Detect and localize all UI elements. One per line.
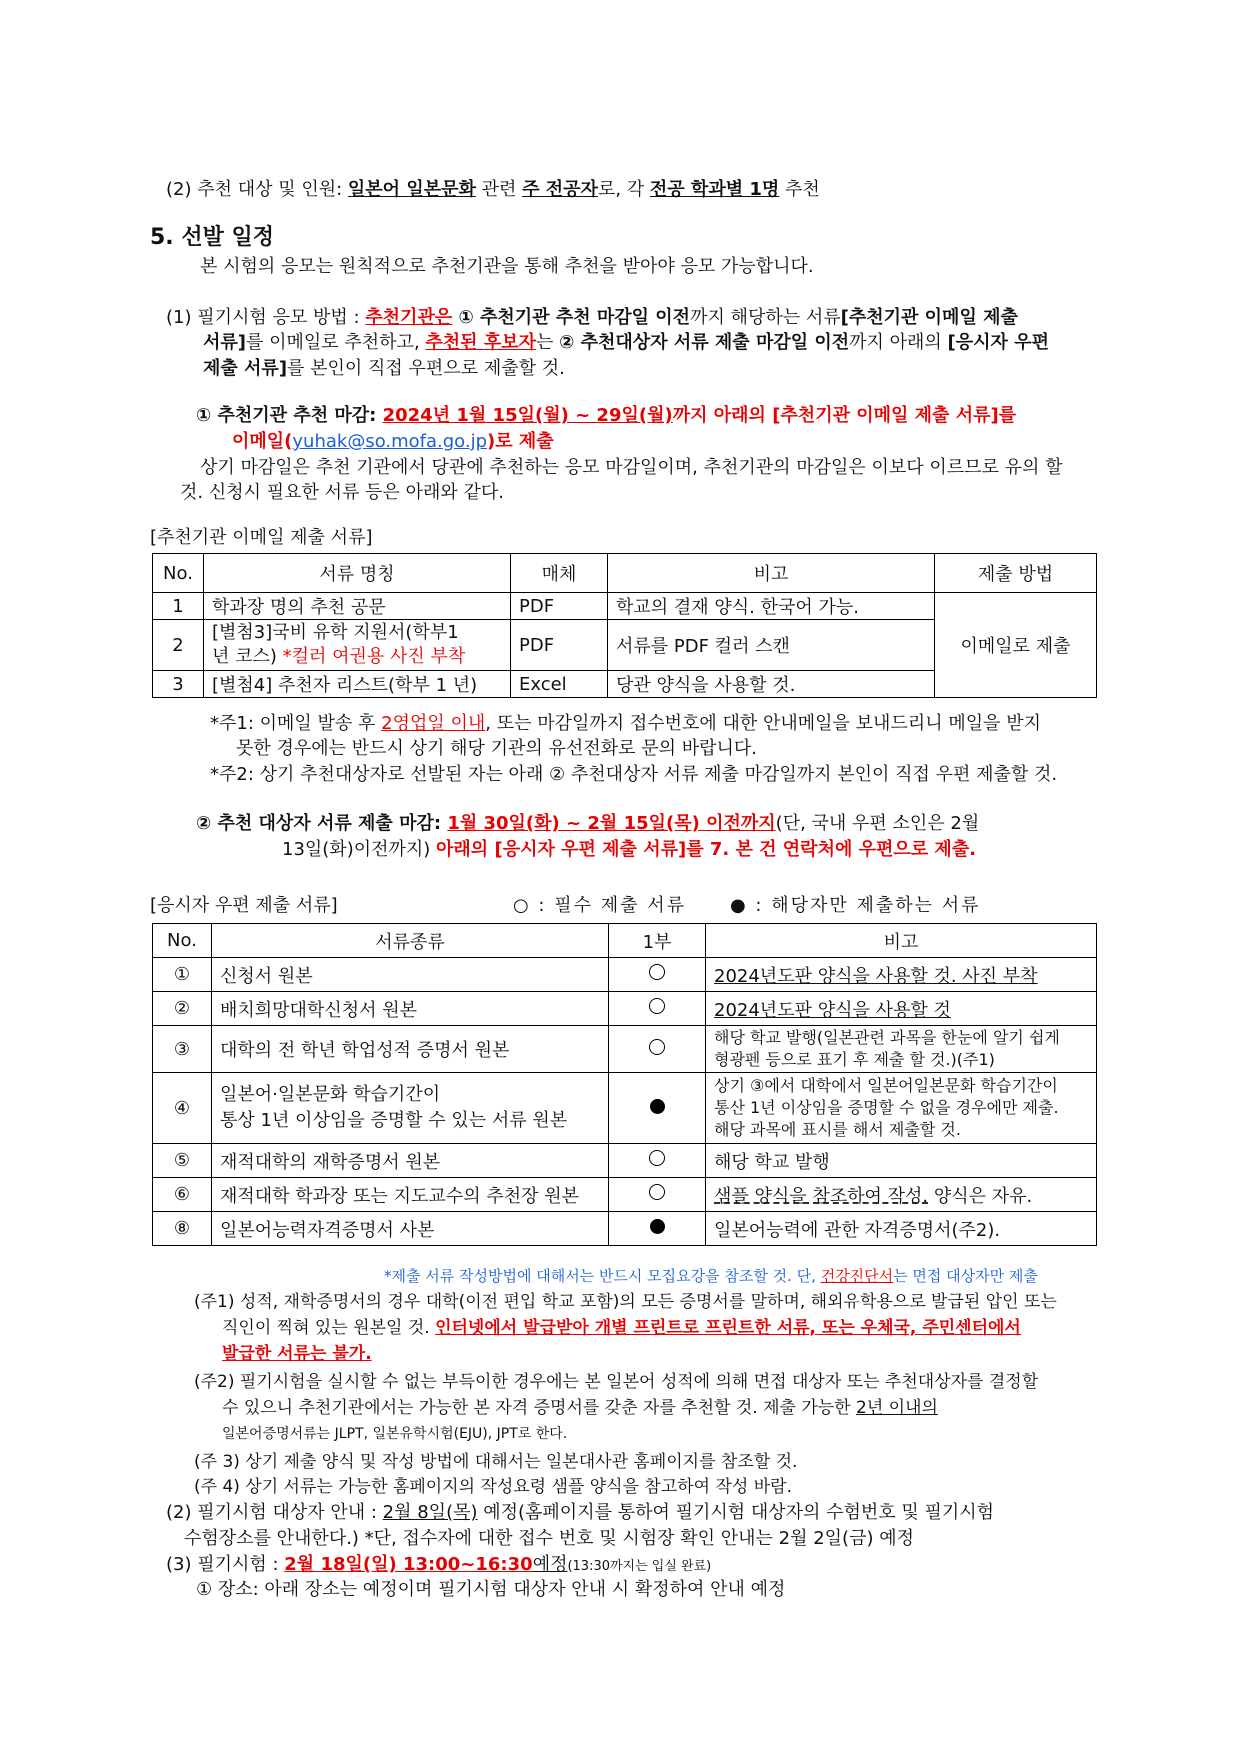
text-red: 인터넷에서 발급받아 개별 프린트로 프린트한 서류, 또는 우체국, 주민센터에서 bbox=[435, 1318, 1021, 1338]
optional-dot-icon bbox=[650, 1219, 665, 1234]
header-doc-type: 서류종류 bbox=[212, 924, 609, 958]
text-bold: 제출 서류] bbox=[203, 358, 288, 379]
cell-no: ⑧ bbox=[153, 1212, 212, 1246]
text-bold: ② 추천대상자 서류 제출 마감일 이전 bbox=[559, 332, 850, 353]
cell-no: ⑥ bbox=[153, 1178, 212, 1212]
exam-line4: ① 장소: 아래 장소는 예정이며 필기시험 대상자 안내 시 확정하여 안내 예정 bbox=[196, 1579, 786, 1600]
text-red: 1월 30일(화) ~ 2월 15일(목) 이전까지 bbox=[447, 813, 776, 834]
text: 2월 8일(목) bbox=[382, 1502, 478, 1523]
text: 2년 이내의 bbox=[856, 1398, 938, 1418]
deadline1-note1: 상기 마감일은 추천 기관에서 당관에 추천하는 응모 마감일이며, 추천기관의 마감일은 이보다 이르므로 유의 할 bbox=[200, 457, 1063, 478]
cell-mark bbox=[609, 992, 706, 1026]
legend-optional: ● : 해당자만 제출하는 서류 bbox=[730, 895, 981, 916]
optional-dot-icon bbox=[650, 1099, 665, 1114]
cell-name bbox=[212, 1073, 609, 1144]
note-j1-line2 bbox=[222, 1316, 1021, 1340]
table-row bbox=[153, 593, 1097, 620]
header-name: 서류 명칭 bbox=[204, 554, 511, 593]
note2-line: *주2: 상기 추천대상자로 선발된 자는 아래 ② 추천대상자 서류 제출 마감일까지 본인이 직접 우편 제출할 것. bbox=[210, 764, 1058, 785]
cell-no: 3 bbox=[153, 671, 204, 698]
postal-documents-table bbox=[152, 923, 1097, 1246]
required-circle-icon bbox=[649, 964, 665, 980]
required-circle-icon bbox=[649, 1150, 665, 1166]
cell-mark bbox=[609, 1073, 706, 1144]
text-red: 건강진단서 bbox=[820, 1267, 894, 1285]
text-red: 추천기관은 bbox=[365, 307, 453, 328]
cell-no: ④ bbox=[153, 1073, 212, 1144]
text-bold: 일본어 일본문화 bbox=[347, 179, 476, 200]
header-no: No. bbox=[153, 554, 204, 593]
text-bold: [추천기관 이메일 제출 bbox=[840, 307, 1018, 328]
header-remark: 비고 bbox=[706, 924, 1097, 958]
section-title: 5. 선발 일정 bbox=[150, 225, 274, 250]
header-copies: 1부 bbox=[609, 924, 706, 958]
cell-no: ③ bbox=[153, 1026, 212, 1073]
text-bold: [응시자 우편 bbox=[947, 332, 1049, 353]
table2-footnote bbox=[384, 1264, 1038, 1288]
header-media: 매체 bbox=[511, 554, 608, 593]
header-no: No. bbox=[153, 924, 212, 958]
table-row bbox=[153, 1178, 1097, 1212]
text-bold: ② 추천 대상자 서류 제출 마감: bbox=[196, 813, 448, 834]
cell-no: 2 bbox=[153, 620, 204, 671]
text: 직인이 찍혀 있는 원본일 것. bbox=[222, 1318, 436, 1338]
note-j2-line3: 일본어증명서류는 JLPT, 일본유학시험(EJU), JPT로 한다. bbox=[222, 1426, 568, 1442]
deadline2-line2 bbox=[282, 838, 976, 862]
text-red: 까지 아래의 [추천기관 이메일 제출 서류]를 bbox=[672, 405, 1017, 426]
cell-remark: 해당 학교 발행 bbox=[706, 1144, 1097, 1178]
text: 는 bbox=[536, 332, 560, 353]
cell-no: 1 bbox=[153, 593, 204, 620]
cell-mark bbox=[609, 1178, 706, 1212]
text-small: (13:30까지는 입실 완료) bbox=[567, 1559, 712, 1574]
cell-remark: 2024년도판 양식을 사용할 것. 사진 부착 bbox=[706, 958, 1097, 992]
cell-remark bbox=[706, 1026, 1097, 1073]
text: 상기 ③에서 대학에서 일본어일본문화 학습기간이 bbox=[714, 1076, 1058, 1095]
text: 년 코스) bbox=[212, 646, 283, 667]
text-line bbox=[212, 645, 502, 669]
table-row bbox=[153, 1212, 1097, 1246]
text: (2) 추천 대상 및 인원: bbox=[166, 179, 348, 200]
cell-name: 재적대학 학과장 또는 지도교수의 추천장 원본 bbox=[212, 1178, 609, 1212]
table2-caption: [응시자 우편 제출 서류] bbox=[150, 895, 338, 916]
text-red: 발급한 서류는 불가. bbox=[222, 1344, 372, 1364]
text: (3) 필기시험 : bbox=[166, 1554, 285, 1575]
cell-no: ⑤ bbox=[153, 1144, 212, 1178]
cell-remark: 당관 양식을 사용할 것. bbox=[608, 671, 935, 698]
header-remark: 비고 bbox=[608, 554, 935, 593]
note1-line1 bbox=[210, 712, 1041, 736]
note-j2-line2 bbox=[222, 1396, 938, 1420]
email-link[interactable]: yuhak@so.mofa.go.jp bbox=[292, 431, 488, 452]
note1-line2: 못한 경우에는 반드시 상기 해당 기관의 유선전화로 문의 바랍니다. bbox=[236, 738, 757, 759]
exam-line1 bbox=[166, 1501, 994, 1525]
text: 예정 bbox=[532, 1554, 568, 1575]
cell-remark bbox=[706, 1178, 1097, 1212]
text-bold: ① 추천기관 추천 마감: bbox=[196, 405, 383, 426]
text-red: 2024년 1월 15일(월) ~ 29일(월) bbox=[382, 405, 673, 426]
cell-mark bbox=[609, 1026, 706, 1073]
text-red: 이메일( bbox=[232, 431, 293, 452]
text-bold: ① 추천기관 추천 마감일 이전 bbox=[452, 307, 691, 328]
note-j3: (주 3) 상기 제출 양식 및 작성 방법에 대해서는 일본대사관 홈페이지를 참조할 것. bbox=[194, 1452, 798, 1472]
table-row bbox=[153, 1026, 1097, 1073]
apply-method-line2 bbox=[203, 331, 1049, 355]
table-header-row bbox=[153, 554, 1097, 593]
deadline1-line2 bbox=[232, 430, 554, 454]
table1-caption: [추천기관 이메일 제출 서류] bbox=[150, 527, 373, 548]
text: 통상 1년 이상임을 증명할 수 있는 서류 원본 bbox=[220, 1110, 568, 1131]
text: 까지 아래의 bbox=[849, 332, 948, 353]
text: (1) 필기시험 응모 방법 : bbox=[166, 307, 366, 328]
cell-media: Excel bbox=[511, 671, 608, 698]
table-row bbox=[153, 958, 1097, 992]
required-circle-icon bbox=[649, 1184, 665, 1200]
text: 예정(홈페이지를 통하여 필기시험 대상자의 수험번호 및 필기시험 bbox=[477, 1502, 995, 1523]
text: 관련 bbox=[475, 179, 523, 200]
table-row bbox=[153, 1073, 1097, 1144]
text: 까지 해당하는 서류 bbox=[690, 307, 841, 328]
cell-name: 일본어능력자격증명서 사본 bbox=[212, 1212, 609, 1246]
cell-name: [별첨4] 추천자 리스트(학부 1 년) bbox=[204, 671, 511, 698]
text: 를 이메일로 추천하고, bbox=[246, 332, 426, 353]
apply-method-line1 bbox=[166, 306, 1018, 330]
apply-method-line3 bbox=[203, 357, 565, 381]
text: 일본어·일본문화 학습기간이 bbox=[220, 1084, 441, 1105]
text: 수 있으니 추천기관에서는 가능한 본 자격 증명서를 갖춘 자를 추천할 것. 제출 가능한 bbox=[222, 1398, 857, 1418]
text-bold: 서류] bbox=[203, 332, 247, 353]
text: 형광펜 등으로 표기 후 제출 할 것.)(주1) bbox=[714, 1050, 995, 1069]
cell-media: PDF bbox=[511, 593, 608, 620]
deadline2-line1 bbox=[196, 812, 979, 836]
text: 로, 각 bbox=[597, 179, 650, 200]
text: (단, 국내 우편 소인은 2월 bbox=[775, 813, 980, 834]
note-j1-line3 bbox=[222, 1342, 372, 1366]
text: 통산 1년 이상임을 증명할 수 없을 경우에만 제출. bbox=[714, 1098, 1059, 1117]
exam-line2: 수험장소를 안내한다.) *단, 접수자에 대한 접수 번호 및 시험장 확인 안내는 2월 2일(금) 예정 bbox=[184, 1528, 914, 1549]
cell-method: 이메일로 제출 bbox=[935, 593, 1097, 698]
text: 13일(화)이전까지) bbox=[282, 839, 437, 860]
note-j1-line1: (주1) 성적, 재학증명서의 경우 대학(이전 편입 학교 포함)의 모든 증명서를 말하며, 해외유학용으로 발급된 압인 또는 bbox=[194, 1292, 1057, 1312]
cell-no: ② bbox=[153, 992, 212, 1026]
cell-name bbox=[204, 620, 511, 671]
text-blue: *제출 서류 작성방법에 대해서는 반드시 모집요강을 참조할 것. 단, bbox=[384, 1267, 821, 1285]
text: [별첨3]국비 유학 지원서(학부1 bbox=[212, 622, 459, 643]
text: 추천 bbox=[779, 179, 820, 200]
text: 해당 학교 발행(일본관련 과목을 한눈에 알기 쉽게 bbox=[714, 1028, 1060, 1047]
text-red: *컬러 여권용 사진 부착 bbox=[282, 646, 466, 667]
cell-name: 학과장 명의 추천 공문 bbox=[204, 593, 511, 620]
text-blue: 는 면접 대상자만 제출 bbox=[893, 1267, 1038, 1285]
cell-remark bbox=[706, 1073, 1097, 1144]
cell-remark: 학교의 결재 양식. 한국어 가능. bbox=[608, 593, 935, 620]
cell-no: ① bbox=[153, 958, 212, 992]
deadline1-note2: 것. 신청시 필요한 서류 등은 아래와 같다. bbox=[180, 482, 504, 503]
text: 를 본인이 직접 우편으로 제출할 것. bbox=[287, 358, 565, 379]
text-bold: 전공 학과별 1명 bbox=[649, 179, 780, 200]
cell-name: 대학의 전 학년 학업성적 증명서 원본 bbox=[212, 1026, 609, 1073]
cell-mark bbox=[609, 958, 706, 992]
text-red: 추천된 후보자 bbox=[425, 332, 537, 353]
cell-media: PDF bbox=[511, 620, 608, 671]
recommend-target-line bbox=[166, 178, 820, 202]
table-header-row bbox=[153, 924, 1097, 958]
note-j4: (주 4) 상기 서류는 가능한 홈페이지의 작성요령 샘플 양식을 참고하여 작성 바람. bbox=[194, 1477, 793, 1497]
table-row bbox=[153, 1144, 1097, 1178]
cell-mark bbox=[609, 1144, 706, 1178]
table-row bbox=[153, 992, 1097, 1026]
legend-required: ○ : 필수 제출 서류 bbox=[513, 895, 686, 916]
cell-mark bbox=[609, 1212, 706, 1246]
text-bold: 주 전공자 bbox=[522, 179, 598, 200]
deadline1-line1 bbox=[196, 404, 1016, 428]
text: *주1: 이메일 발송 후 bbox=[210, 713, 382, 734]
required-circle-icon bbox=[649, 998, 665, 1014]
text-red: 아래의 [응시자 우편 제출 서류]를 7. 본 건 연락처에 우편으로 제출. bbox=[436, 839, 977, 860]
section-intro: 본 시험의 응모는 원칙적으로 추천기관을 통해 추천을 받아야 응모 가능합니다. bbox=[200, 256, 814, 277]
cell-remark: 서류를 PDF 컬러 스캔 bbox=[608, 620, 935, 671]
text: , 또는 마감일까지 접수번호에 대한 안내메일을 보내드리니 메일을 받지 bbox=[485, 713, 1041, 734]
cell-remark: 일본어능력에 관한 자격증명서(주2). bbox=[706, 1212, 1097, 1246]
text-red: )로 제출 bbox=[487, 431, 554, 452]
note-j2-line1: (주2) 필기시험을 실시할 수 없는 부득이한 경우에는 본 일본어 성적에 의해 면접 대상자 또는 추천대상자를 결정할 bbox=[194, 1372, 1039, 1392]
text: 샘플 양식을 참조하여 작성. bbox=[714, 1185, 929, 1207]
text-red: 2영업일 이내 bbox=[381, 713, 486, 734]
text: (2) 필기시험 대상자 안내 : bbox=[166, 1502, 383, 1523]
cell-name: 재적대학의 재학증명서 원본 bbox=[212, 1144, 609, 1178]
email-documents-table bbox=[152, 553, 1097, 698]
text: 해당 과목에 표시를 해서 제출할 것. bbox=[714, 1120, 961, 1139]
text: 양식은 자유. bbox=[928, 1185, 1033, 1207]
cell-remark: 2024년도판 양식을 사용할 것 bbox=[706, 992, 1097, 1026]
text-red: 2월 18일(일) 13:00~16:30 bbox=[284, 1554, 533, 1575]
header-method: 제출 방법 bbox=[935, 554, 1097, 593]
cell-name: 배치희망대학신청서 원본 bbox=[212, 992, 609, 1026]
cell-name: 신청서 원본 bbox=[212, 958, 609, 992]
exam-line3 bbox=[166, 1553, 711, 1579]
required-circle-icon bbox=[649, 1039, 665, 1055]
